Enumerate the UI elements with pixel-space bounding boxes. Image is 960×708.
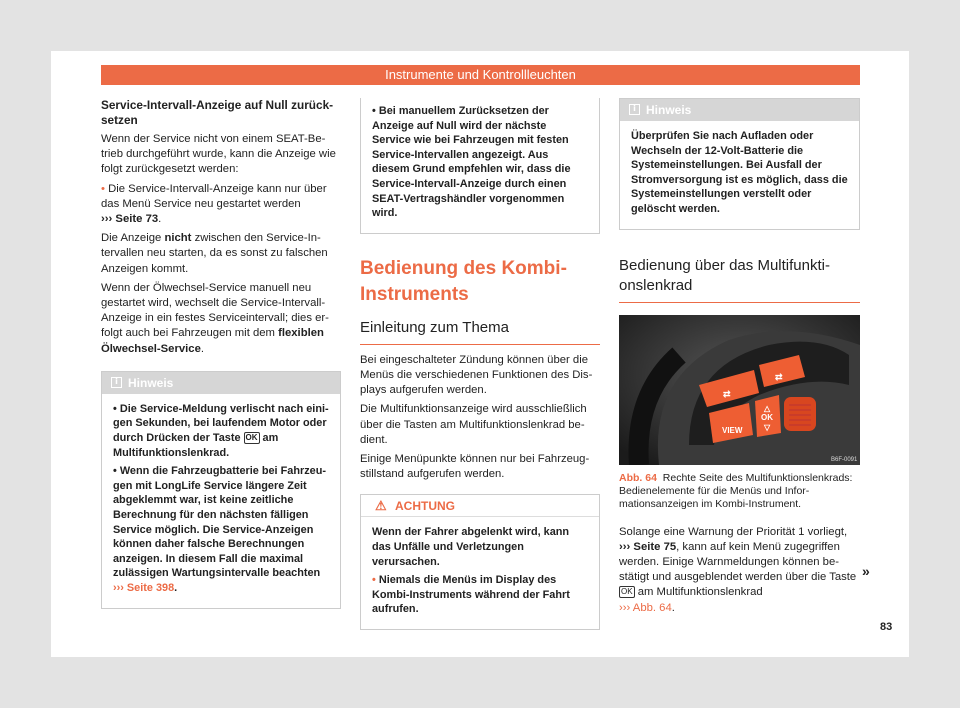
section-heading: Einleitung zum Thema: [360, 318, 600, 345]
text: Solange eine Warnung der Priorität 1 vorliegt,: [619, 525, 848, 538]
steering-wheel-illustration: [619, 315, 860, 465]
info-icon: i: [629, 104, 640, 115]
text: zwischen den Service-Intervallen neu starten, da es sonst zu falschen Anzeigen kommt.: [101, 232, 328, 275]
figure-caption: [619, 472, 860, 511]
figure-reference-link[interactable]: ››› Abb. 64: [619, 601, 672, 614]
view-button-label: VIEW: [722, 425, 743, 435]
bullet-icon: •: [372, 574, 379, 587]
paragraph: Die Multifunktionsanzeige wird ausschließlich über die Tasten am Multifunktionslenkrad bedient.: [360, 403, 587, 446]
hint-body: [102, 394, 340, 608]
section-heading: Service-Intervall-Anzeige auf Null zurücksetzen: [101, 98, 334, 127]
ok-key-icon: OK: [245, 433, 258, 443]
steering-wheel-photo: [619, 315, 860, 465]
emphasis: flexiblen Ölwechsel-Service: [101, 327, 324, 355]
hint-text: Überprüfen Sie nach Aufladen oder Wechseln der 12-Volt-Batterie die Systemeinstellungen. Bei Ausfall der Stromversorgung ist es möglich, dass die Systemeinstellungen verstellt oder gelöscht werden.: [631, 130, 848, 215]
paragraph: Einige Menüpunkte können nur bei Fahrzeugstillstand aufgerufen werden.: [360, 452, 590, 481]
warning-triangle-icon: ⚠: [375, 498, 387, 514]
column-left: [101, 98, 341, 609]
warning-text: Wenn der Fahrer abgelenkt wird, kann das Unfälle und Verletzungen verursachen.: [372, 526, 570, 568]
info-icon: i: [111, 377, 122, 388]
warning-title: ACHTUNG: [395, 499, 455, 514]
hint-bullet: • Wenn die Fahrzeugbatterie bei Fahrzeugen mit LongLife Service längere Zeit abgeklemmt war, ist keine zeitliche Berechnung für den nächsten fälligen Service möglich. Die Service-Anzeigen können daher falsche Berechnungen anzeigen. In diesem Fall die maximal zulässigen Wartungsintervalle beachten ››› Seite 398.: [113, 465, 327, 594]
page-number: 83: [880, 621, 893, 633]
emphasis: nicht: [164, 232, 192, 245]
page-header: Instrumente und Kontrollleuchten: [101, 65, 860, 85]
text: Niemals die Menüs im Display des Kombi-Instruments während der Fahrt aufrufen.: [372, 574, 570, 616]
caption-text: Rechte Seite des Multifunktionslenkrads: Bedienelemente für die Menüs und Informationsanzeigen im Kombi-Instrument.: [619, 471, 853, 510]
hint-box: [101, 371, 341, 609]
hint-title: Hinweis: [128, 375, 174, 390]
column-middle: [360, 98, 600, 630]
bullet-text: Die Service-Intervall-Anzeige kann nur über das Menü Service neu gestartet werden: [101, 182, 327, 210]
svg-text:△: △: [764, 403, 771, 413]
bullet-item: • Die Service-Intervall-Anzeige kann nur über das Menü Service neu gestartet werden ››› Seite 73.: [101, 182, 327, 226]
hint-body: [361, 98, 599, 233]
svg-text:⇄: ⇄: [723, 388, 731, 399]
text: am Multifunktionslenkrad: [634, 586, 763, 599]
chapter-heading: Bedienung des Kombi-Instruments: [360, 257, 567, 305]
text: Wenn die Fahrzeugbatterie bei Fahrzeugen mit LongLife Service längere Zeit abgeklemmt war, ist keine zeitliche Berechnung für den nächsten fälligen Service möglich. Die Service-Anzeigen können daher falsche Berechnungen anzeigen. In diesem Fall die maximal zulässigen Wartungsintervalle beachten: [113, 465, 327, 580]
hint-body: [620, 121, 859, 229]
continue-arrow: »: [862, 563, 870, 579]
text: am Multifunktionslenkrad.: [113, 432, 279, 459]
page-reference-link[interactable]: ››› Seite 398: [113, 581, 175, 594]
paragraph: Wenn der Ölwechsel-Service manuell neu gestartet wird, wechselt die Service-Intervall-Anzeige in ein festes Serviceintervall; dies erfolgt auch bei Fahrzeugen mit dem flexiblen Ölwechsel-Service.: [101, 281, 329, 355]
warning-header: [361, 495, 599, 517]
figure-label: Abb. 64: [619, 471, 657, 484]
ok-key-icon: OK: [621, 587, 633, 597]
text: Wenn der Ölwechsel-Service manuell neu gestartet wird, wechselt die Service-Intervall-Anzeige in ein festes Serviceintervall; dies erfolgt auch bei Fahrzeugen mit dem: [101, 281, 329, 340]
text: Die Service-Meldung verlischt nach einigen Sekunden, bei laufendem Motor oder durch Drücken der Taste: [113, 402, 329, 445]
text: Bei manuellem Zurücksetzen der Anzeige auf Null wird der nächste Service wie bei Fahrzeugen mit festen Service-Intervallen angezeigt. Aus diesem Grund empfehlen wir, dass die Service-Intervall-Anzeige durch einen SEAT-Vertragshändler vorgenommen wird.: [372, 105, 571, 220]
warning-box: [360, 494, 600, 630]
photo-code: B6F-0091: [831, 456, 858, 463]
hint-title: Hinweis: [646, 103, 692, 117]
svg-text:▽: ▽: [764, 422, 771, 432]
warning-bullet: [372, 573, 588, 617]
text: Die Anzeige: [101, 232, 165, 245]
ok-button-label: OK: [761, 412, 773, 422]
page-reference-link[interactable]: ››› Seite 75: [619, 540, 677, 553]
text: , kann auf kein Menü zugegriffen werden. Einige Warnmeldungen können bestätigt und ausgeblendet werden über die Taste: [619, 540, 857, 584]
warning-body: [361, 517, 599, 629]
paragraph: Solange eine Warnung der Priorität 1 vorliegt, ››› Seite 75, kann auf kein Menü zugegriffen werden. Einige Warnmeldungen können bestätigt und ausgeblendet werden über die Taste OK am Multifunktionslenkrad ››› Abb. 64.: [619, 525, 857, 614]
page-reference-link[interactable]: ››› Seite 73: [101, 213, 159, 226]
bullet-icon: •: [101, 182, 109, 195]
paragraph: Wenn der Service nicht von einem SEAT-Betrieb durchgeführt wurde, kann die Anzeige wie folgt zurückgesetzt werden:: [101, 133, 336, 176]
paragraph: Bei eingeschalteter Zündung können über die Menüs die verschiedenen Funktionen des Displays aufgerufen werden.: [360, 353, 593, 397]
hint-bullet: • Bei manuellem Zurücksetzen der Anzeige auf Null wird der nächste Service wie bei Fahrzeugen mit festen Service-Intervallen angezeigt. Aus diesem Grund empfehlen wir, dass die Service-Intervall-Anzeige durch einen SEAT-Vertragshändler vorgenommen wird.: [372, 105, 571, 220]
paragraph: [101, 231, 341, 277]
hint-continuation-box: [360, 98, 600, 234]
svg-text:⇄: ⇄: [775, 371, 783, 382]
hint-bullet: • Die Service-Meldung verlischt nach einigen Sekunden, bei laufendem Motor oder durch Drücken der Taste OK am Multifunktionslenkrad.: [113, 402, 329, 459]
hint-header: [102, 372, 340, 394]
section-heading: Bedienung über das Multifunktionslenkrad: [619, 256, 860, 303]
hint-header: [620, 99, 859, 121]
hint-box: [619, 98, 860, 230]
column-right: [619, 98, 860, 620]
